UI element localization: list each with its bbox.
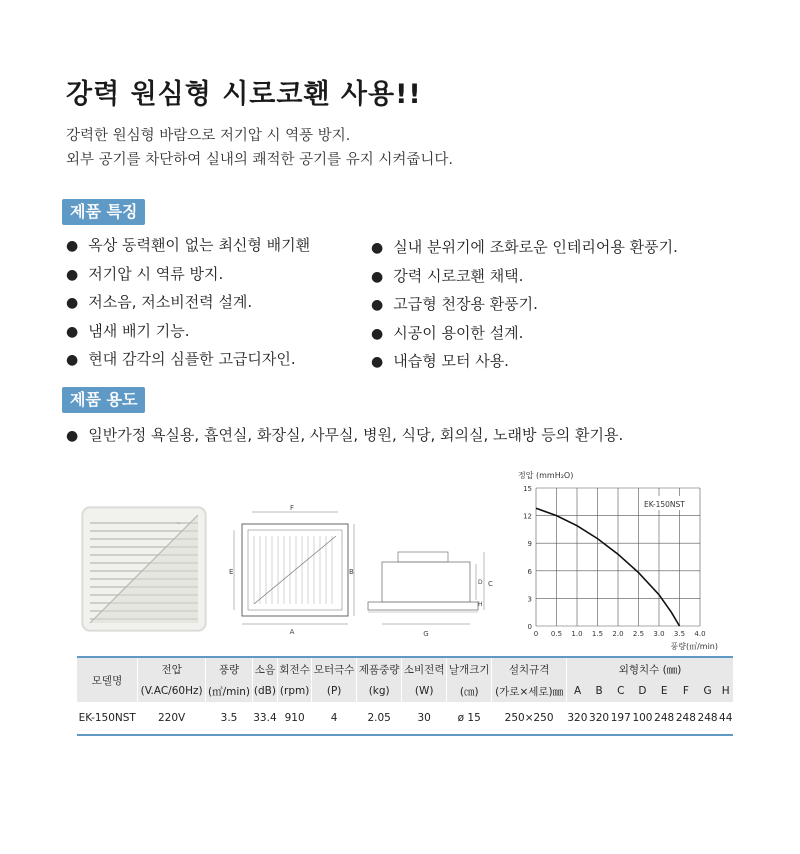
cell-model: EK-150NST <box>78 712 136 724</box>
dim-label-g: G <box>423 630 429 638</box>
col-flow: 풍량 <box>206 657 253 680</box>
dim-label-f: F <box>289 504 295 512</box>
intro-line: 강력한 원심형 바람으로 저기압 시 역풍 방지. <box>66 128 351 144</box>
dim-label-b: B <box>349 568 354 576</box>
col-rpm: 회전수 <box>278 657 312 680</box>
y-tick-label: 3 <box>527 595 532 604</box>
cell-install: 250×250 <box>504 712 554 724</box>
y-tick-label: 0 <box>527 623 532 631</box>
x-tick-label: 3.5 <box>673 630 686 638</box>
cell-dim-a: 320 <box>567 712 588 724</box>
pressure-flow-curve <box>536 508 680 626</box>
list-item: ● 내습형 모터 사용. <box>371 348 678 377</box>
dim-h: H <box>721 685 730 697</box>
y-tick-label: 15 <box>523 485 532 493</box>
unit-poles: (P) <box>312 680 357 702</box>
unit-noise: (dB) <box>252 680 277 702</box>
list-item: ● 고급형 천장용 환풍기. <box>371 291 678 320</box>
table-header-row <box>77 657 733 680</box>
col-model: 모델명 <box>91 674 123 687</box>
product-photo <box>80 505 208 633</box>
list-item: ● 옥상 동력홴이 없는 최신형 배기홴 <box>66 232 310 261</box>
unit-rpm: (rpm) <box>278 680 312 702</box>
unit-power: (W) <box>402 680 447 702</box>
dim-g: G <box>703 685 712 697</box>
features-list-left <box>66 232 310 375</box>
list-item: ● 실내 분위기에 조화로운 인테리어용 환풍기. <box>371 234 678 263</box>
table-row <box>77 702 733 735</box>
dim-f: F <box>682 685 689 697</box>
unit-install: (가로×세로)㎜ <box>492 680 567 702</box>
col-dims: 외형치수 (㎜) <box>567 657 734 680</box>
col-weight: 제품중량 <box>357 657 402 680</box>
x-tick-label: 2.0 <box>612 630 624 638</box>
x-tick-label: 4.0 <box>694 630 706 638</box>
page-title: 강력 원심형 시로코홴 사용!! <box>66 79 422 110</box>
list-item: ● 강력 시로코홴 채택. <box>371 263 678 292</box>
cell-dim-d: 100 <box>632 712 653 724</box>
usage-heading: 제품 용도 <box>62 387 145 413</box>
dim-label-c: C <box>488 580 493 588</box>
cell-noise: 33.4 <box>253 712 277 724</box>
spec-table <box>77 656 733 736</box>
col-poles: 모터극수 <box>312 657 357 680</box>
unit-flow: (㎥/min) <box>206 680 253 702</box>
side-view-diagram <box>364 540 504 644</box>
x-tick-label: 2.5 <box>632 630 645 638</box>
list-item: ● 냄새 배기 기능. <box>66 318 310 347</box>
col-blade: 날개크기 <box>447 657 492 680</box>
col-noise: 소음 <box>252 657 277 680</box>
cell-dim-h: 44 <box>719 712 733 724</box>
cell-weight: 2.05 <box>367 712 391 724</box>
y-tick-label: 9 <box>527 540 532 549</box>
x-tick-label: 0.5 <box>550 630 563 638</box>
intro-line: 외부 공기를 차단하여 실내의 쾌적한 공기를 유지 시켜줍니다. <box>66 152 454 168</box>
chart-title: EK-150NST <box>644 500 685 509</box>
unit-weight: (kg) <box>357 680 402 702</box>
cell-dim-b: 320 <box>589 712 610 724</box>
col-voltage: 전압 <box>138 657 206 680</box>
dim-label-e: E <box>229 568 234 576</box>
x-tick-label: 1.0 <box>571 630 583 638</box>
chart-xlabel: 풍량(㎥/min) <box>670 642 718 651</box>
table-subheader-row <box>77 680 733 702</box>
cell-flow: 3.5 <box>220 712 238 724</box>
dim-label-d: D <box>478 579 483 586</box>
intro-text <box>66 124 453 172</box>
cell-dim-c: 197 <box>610 712 631 724</box>
dim-c: C <box>617 685 625 697</box>
cell-dim-f: 248 <box>675 712 696 724</box>
dim-label-a: A <box>289 628 295 636</box>
x-tick-label: 0 <box>533 630 539 638</box>
brand-logo: ∼ <box>176 520 182 527</box>
unit-voltage: (V.AC/60Hz) <box>138 680 206 702</box>
list-item: ● 저기압 시 역류 방지. <box>66 261 310 290</box>
performance-chart <box>510 466 730 656</box>
dim-label-h: H <box>478 601 483 608</box>
col-power: 소비전력 <box>402 657 447 680</box>
list-item: ● 저소음, 저소비전력 설계. <box>66 289 310 318</box>
x-tick-label: 1.5 <box>591 630 604 638</box>
y-tick-label: 12 <box>523 512 532 521</box>
unit-blade: (㎝) <box>447 680 492 702</box>
col-install: 설치규격 <box>492 657 567 680</box>
cell-power: 30 <box>417 712 431 724</box>
cell-poles: 4 <box>330 712 338 724</box>
dim-d: D <box>638 685 647 697</box>
cell-dim-e: 248 <box>654 712 675 724</box>
cell-blade: ø 15 <box>457 712 481 724</box>
y-tick-label: 6 <box>527 567 532 576</box>
list-item: ● 현대 감각의 심플한 고급디자인. <box>66 346 310 375</box>
chart-ylabel: 정압 (mmH₂O) <box>518 471 574 480</box>
dim-e: E <box>660 685 668 697</box>
cell-dim-g: 248 <box>697 712 718 724</box>
cell-voltage: 220V <box>157 712 186 724</box>
features-heading: 제품 특징 <box>62 199 145 225</box>
dim-b: B <box>595 685 603 697</box>
features-list-right <box>371 234 678 377</box>
x-tick-label: 3.0 <box>653 630 665 638</box>
dim-a: A <box>567 680 589 702</box>
cell-rpm: 910 <box>284 712 305 724</box>
usage-text: ● 일반가정 욕실용, 흡연실, 화장실, 사무실, 병원, 식당, 회의실, 노래방 등의 환기용. <box>66 424 623 445</box>
list-item: ● 시공이 용이한 설계. <box>371 320 678 349</box>
front-view-diagram <box>224 500 360 640</box>
